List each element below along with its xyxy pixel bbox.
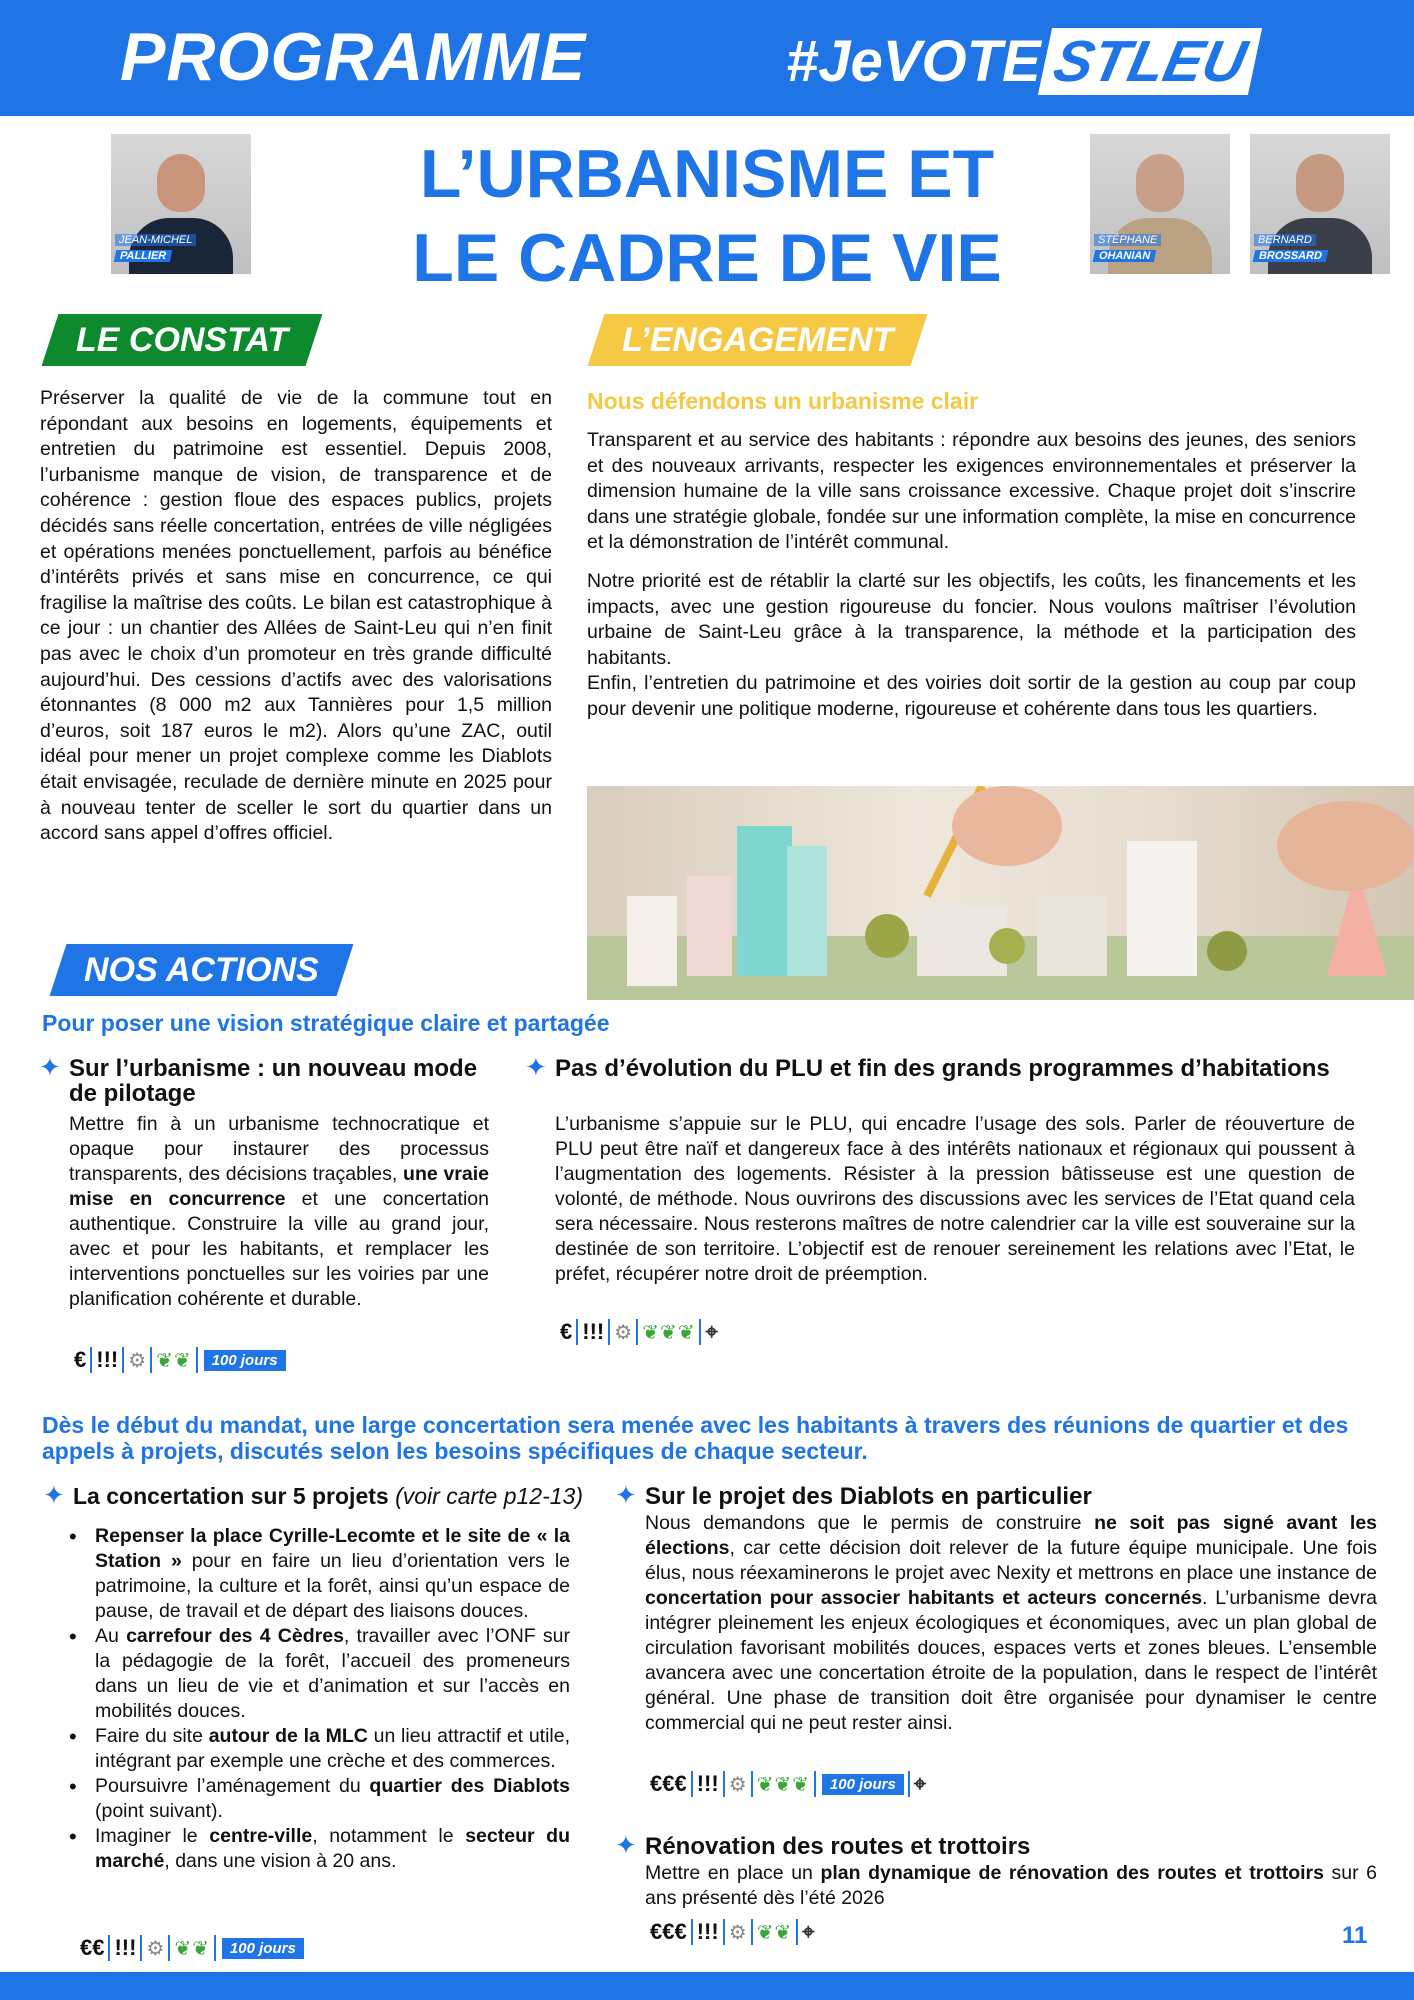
engagement-p2: Notre priorité est de rétablir la clarté sur les objectifs, les coûts, les financements et les impacts, avec une gestion rigoureuse du foncier. Nous voulons maîtriser l’évolution urbaine de Saint-Leu grâce à la transparence, la méthode et la participation des habitants.	[587, 569, 1356, 669]
candidate-1-last: PALLIER	[114, 250, 173, 262]
cost-indicator: €€	[80, 1935, 105, 1960]
routes-title	[615, 1830, 1375, 1860]
plu-icons	[560, 1318, 718, 1346]
leaf-icon: ❦❦	[174, 1937, 210, 1960]
hashtag-box: STLEU	[1038, 28, 1262, 95]
gear-icon: ⚙	[614, 1321, 633, 1344]
page-title-line2: LE CADRE DE VIE	[412, 220, 1002, 296]
diablots-title-text: Sur le projet des Diablots en particulier	[645, 1483, 1092, 1510]
cost-indicator: €€€	[650, 1771, 687, 1796]
list-item: • Au carrefour des 4 Cèdres, travailler avec l’ONF sur la pédagogie de la forêt, l’accueil des promeneurs dans un lieu de vie et d’animation et sur l’accès en mobilités douces.	[95, 1624, 570, 1724]
header-band	[0, 0, 1414, 116]
cinq-projets-icons	[80, 1934, 304, 1962]
diablots-title	[615, 1480, 1375, 1510]
actions-label: NOS ACTIONS	[58, 944, 345, 996]
plu-title	[525, 1052, 1347, 1082]
star-icon: ✦	[39, 1052, 61, 1082]
page-number: 11	[1342, 1922, 1368, 1949]
actions-subtitle: Pour poser une vision stratégique claire et partagée	[42, 1010, 610, 1036]
pilotage-icons	[74, 1346, 286, 1374]
page-title	[380, 132, 1034, 300]
routes-icons	[650, 1918, 815, 1946]
target-icon: ⌖	[802, 1919, 815, 1944]
gear-icon: ⚙	[146, 1937, 165, 1960]
leaf-icon: ❦❦	[156, 1349, 192, 1372]
candidate-3-first: BERNARD	[1254, 234, 1316, 246]
priority-indicator: !!!	[696, 1919, 719, 1944]
cost-indicator: €€€	[650, 1919, 687, 1944]
star-icon: ✦	[615, 1480, 637, 1510]
engagement-p3: Enfin, l’entretien du patrimoine et des voiries doit sortir de la gestion au coup par coup pour devenir une politique moderne, rigoureuse et cohérente dans tous les quartiers.	[587, 672, 1356, 720]
pilotage-t2: et une concertation authentique. Construire la ville au grand jour, avec et pour les habitants, et remplacer les interventions ponctuelles sur les voiries par une planification cohérente et durable.	[69, 1188, 489, 1310]
candidate-2-last: OHANIAN	[1093, 250, 1157, 262]
engagement-subtitle: Nous défendons un urbanisme clair	[587, 388, 979, 414]
diablots-text: Nous demandons que le permis de construire ne soit pas signé avant les élections, car cette décision doit relever de la future équipe municipale. Une fois élus, nous réexaminerons le projet avec Nexity et mettrons en place une instance de concertation pour associer habitants et acteurs concernés. L’urbanisme devra intégrer pleinement les enjeux écologiques et économiques, avec un plan global de circulation favorisant mobilités douces, espaces verts et zones bleues. L’ensemble avancera avec une concertation étroite de la population, dans le respect de l’intérêt général. Une phase de transition doit être organisée pour dynamiser le centre commercial qui ne peut rester ainsi.	[645, 1512, 1378, 1734]
list-item: • Repenser la place Cyrille-Lecomte et le site de « la Station » pour en faire un lieu d’orientation vers le patrimoine, la culture et la forêt, ainsi qu’un espace de pause, de travail et de départ des liaisons douces.	[95, 1524, 570, 1624]
candidate-photo-3	[1250, 134, 1390, 274]
candidate-photo-2	[1090, 134, 1230, 274]
hashtag-prefix: #JeVOTE	[786, 29, 1041, 94]
page-title-line1: L’URBANISME ET	[419, 136, 995, 212]
hundred-days-badge: 100 jours	[222, 1938, 304, 1959]
candidate-photo-1	[111, 134, 251, 274]
list-item: • Imaginer le centre-ville, notamment le secteur du marché, dans une vision à 20 ans.	[95, 1824, 570, 1874]
cinq-projets-list	[95, 1524, 570, 1874]
pilotage-title	[39, 1052, 489, 1107]
engagement-text	[587, 428, 1356, 723]
priority-indicator: !!!	[114, 1935, 137, 1960]
plu-text: L’urbanisme s’appuie sur le PLU, qui encadre l’usage des sols. Parler de réouverture de PLU peut être naïf et dangereux face à des intérêts nationaux et régionaux qui poussent à l’augmentation des logements. Résister à la pression bâtisseuse est une question de volonté, de méthode. Nous ouvrirons des discussions avec les services de l’Etat quand cela sera nécessaire. Nous resterons maîtres de notre calendrier car la ville est souveraine sur la destinée de son territoire. L’objectif est de renouer sereinement les relations avec l’Etat, le préfet, récupérer notre droit de préemption.	[555, 1113, 1355, 1285]
target-icon: ⌖	[705, 1319, 718, 1344]
engagement-p1: Transparent et au service des habitants : répondre aux besoins des jeunes, des seniors et des nouveaux arrivants, respecter les exigences environnementales et préserver la dimension humaine de la ville sans croissance excessive. Chaque projet doit s’inscrire dans une stratégie globale, fondée sur une information complète, la mise en concurrence et la démonstration de l’intérêt communal.	[587, 429, 1356, 554]
leaf-icon: ❦❦	[756, 1921, 793, 1944]
routes-title-text: Rénovation des routes et trottoirs	[645, 1833, 1031, 1860]
star-icon: ✦	[43, 1480, 65, 1510]
candidate-3-last: BROSSARD	[1253, 250, 1329, 262]
diablots-icons	[650, 1770, 926, 1798]
gear-icon: ⚙	[728, 1921, 747, 1944]
candidate-1-first: JEAN-MICHEL	[115, 234, 196, 246]
concertation-intro: Dès le début du mandat, une large concertation sera menée avec les habitants à travers des réunions de quartier et des appels à projets, discutés selon les besoins spécifiques de chaque secteur.	[42, 1412, 1349, 1464]
hundred-days-badge: 100 jours	[204, 1350, 286, 1371]
constat-label: LE CONSTAT	[50, 314, 314, 366]
programme-title: PROGRAMME	[120, 19, 587, 95]
hashtag	[786, 28, 1255, 95]
list-item: • Poursuivre l’aménagement du quartier des Diablots (point suivant).	[95, 1774, 570, 1824]
star-icon: ✦	[525, 1052, 547, 1082]
cinq-projets-title-text: La concertation sur 5 projets	[73, 1483, 389, 1509]
pilotage-text	[69, 1112, 489, 1312]
pilotage-t1: Mettre fin à un urbanisme technocratique et opaque pour instaurer des processus transparents, des décisions traçables,	[69, 1113, 489, 1185]
list-item: • Faire du site autour de la MLC un lieu attractif et utile, intégrant par exemple une crèche et des commerces.	[95, 1724, 570, 1774]
cinq-projets-title	[43, 1480, 603, 1510]
cinq-projets-note: (voir carte p12-13)	[395, 1483, 584, 1509]
leaf-icon: ❦❦❦	[642, 1321, 696, 1344]
gear-icon: ⚙	[728, 1773, 747, 1796]
pilotage-b1: une vraie mise en concurrence	[69, 1163, 489, 1210]
priority-indicator: !!!	[696, 1771, 719, 1796]
target-icon: ⌖	[913, 1771, 927, 1796]
plu-title-text: Pas d’évolution du PLU et fin des grands programmes d’habitations	[555, 1055, 1330, 1082]
gear-icon: ⚙	[128, 1349, 147, 1372]
cost-indicator: €	[74, 1347, 87, 1372]
priority-indicator: !!!	[96, 1347, 119, 1372]
engagement-label: L’ENGAGEMENT	[596, 314, 919, 366]
candidate-2-first: STÉPHANE	[1094, 234, 1161, 246]
hundred-days-badge: 100 jours	[822, 1774, 904, 1795]
routes-text: Mettre en place un plan dynamique de rénovation des routes et trottoirs sur 6 ans présenté dès l’été 2026	[645, 1862, 1377, 1909]
star-icon: ✦	[615, 1830, 637, 1860]
leaf-icon: ❦❦❦	[756, 1773, 810, 1796]
urban-model-illustration	[587, 786, 1414, 1000]
pilotage-title-text: Sur l’urbanisme : un nouveau mode de pilotage	[69, 1055, 478, 1107]
urban-model-image	[587, 786, 1414, 1000]
priority-indicator: !!!	[582, 1319, 605, 1344]
cost-indicator: €	[560, 1319, 573, 1344]
footer-band	[0, 1972, 1414, 2000]
constat-text: Préserver la qualité de vie de la commune tout en répondant aux besoins en logements, équipements et entretien du patrimoine est essentiel. Depuis 2008, l’urbanisme manque de vision, de transparence et de cohérence : gestion floue des espaces publics, projets décidés sans réelle concertation, entrées de ville négligées et opérations menées ponctuellement, parfois au bénéfice d’intérêts privés et sans mise en concurrence, ce qui fragilise la maîtrise des coûts. Le bilan est catastrophique à ce jour : un chantier des Allées de Saint-Leu qui n’en finit pas avec le choix d’un promoteur en très grande difficulté aujourd’hui. Des cessions d’actifs avec des valorisations étonnantes (8 000 m2 aux Tannières pour 1,5 million d’euros, soit 187 euros le m2). Alors qu’une ZAC, outil idéal pour mener un projet complexe comme les Diablots était envisagée, reculade de dernière minute en 2025 pour à nouveau tenter de sceller le sort du quartier dans un accord sans appel d’offres officiel.	[40, 387, 552, 845]
